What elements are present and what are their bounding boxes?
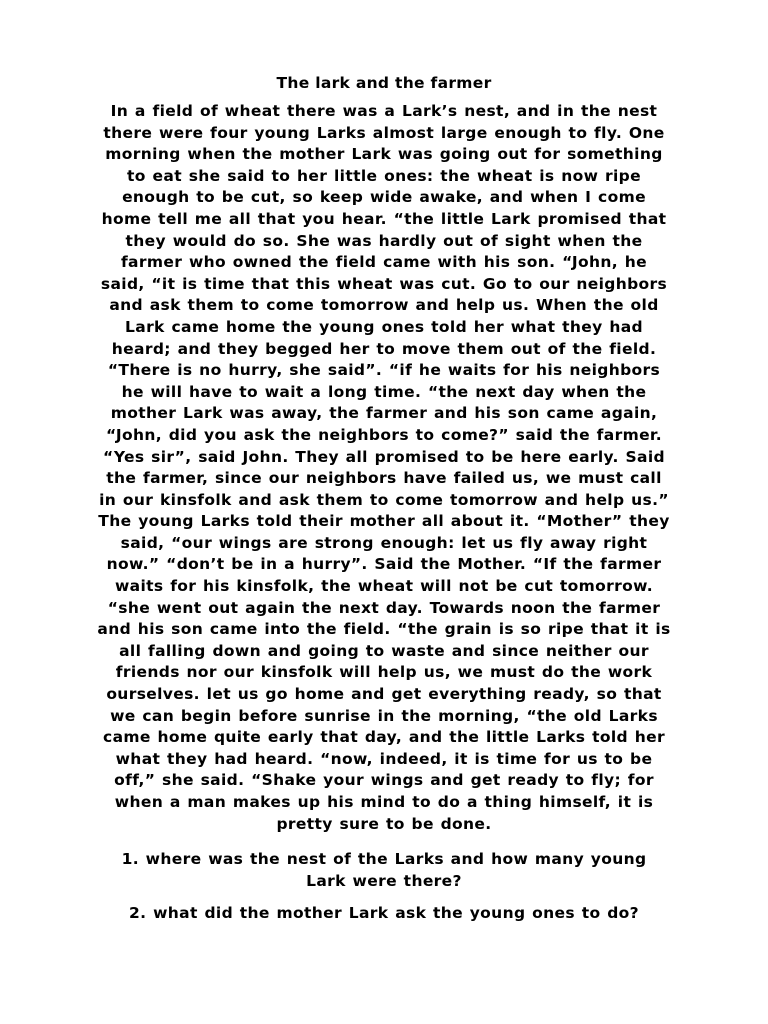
story-line: friends nor our kinsfolk will help us, we must do the work: [115, 663, 653, 682]
story-line: said, “our wings are strong enough: let us fly away right: [120, 533, 648, 552]
document-title: The lark and the farmer: [276, 74, 492, 92]
story-line: “There is no hurry, she said”. “if he waits for his neighbors: [107, 361, 661, 380]
story-line: mother Lark was away, the farmer and his son came again,: [110, 404, 658, 423]
story-line: “Yes sir”, said John. They all promised to be here early. Said: [103, 447, 665, 466]
story-line: off,” she said. “Shake your wings and get ready to fly; for: [114, 771, 654, 790]
story-line: “John, did you ask the neighbors to come?” said the farmer.: [106, 425, 662, 444]
story-line: “she went out again the next day. Towards noon the farmer: [107, 598, 661, 617]
story-line: pretty sure to be done.: [276, 814, 492, 833]
story-line: to eat she said to her little ones: the wheat is now ripe: [127, 166, 641, 185]
story-paragraph: [40, 101, 728, 835]
story-line: they would do so. She was hardly out of sight when the: [125, 231, 643, 250]
question-1: [40, 849, 728, 892]
story-line: waits for his kinsfolk, the wheat will not be cut tomorrow.: [114, 577, 654, 596]
story-line: what they had heard. “now, indeed, it is time for us to be: [115, 749, 653, 768]
story-line: Lark came home the young ones told her what they had: [125, 317, 643, 336]
story-line: and ask them to come tomorrow and help us. When the old: [109, 296, 659, 315]
story-line: in our kinsfolk and ask them to come tomorrow and help us.”: [99, 490, 669, 509]
story-line: morning when the mother Lark was going out for something: [105, 145, 663, 164]
story-line: In a field of wheat there was a Lark’s nest, and in the nest: [110, 102, 658, 120]
story-line: The young Larks told their mother all about it. “Mother” they: [98, 512, 670, 531]
story-line: ourselves. let us go home and get everything ready, so that: [106, 685, 662, 704]
question-line: 2. what did the mother Lark ask the young ones to do?: [128, 904, 640, 922]
story-line: we can begin before sunrise in the morning, “the old Larks: [110, 706, 658, 725]
story-line: there were four young Larks almost large enough to fly. One: [103, 123, 665, 142]
question-2: [40, 903, 728, 925]
story-line: all falling down and going to waste and since neither our: [119, 641, 649, 660]
story-line: enough to be cut, so keep wide awake, and when I come: [122, 188, 646, 207]
story-line: now.” “don’t be in a hurry”. Said the Mother. “If the farmer: [106, 555, 662, 574]
question-line: 1. where was the nest of the Larks and how many young: [121, 850, 647, 868]
story-line: home tell me all that you hear. “the little Lark promised that: [101, 209, 667, 228]
story-line: farmer who owned the field came with his son. “John, he: [120, 253, 648, 272]
story-line: came home quite early that day, and the little Larks told her: [103, 728, 665, 747]
story-line: and his son came into the field. “the grain is so ripe that it is: [97, 620, 671, 639]
story-line: he will have to wait a long time. “the next day when the: [121, 382, 647, 401]
story-line: said, “it is time that this wheat was cut. Go to our neighbors: [100, 274, 668, 293]
story-line: when a man makes up his mind to do a thing himself, it is: [114, 793, 654, 811]
story-line: heard; and they begged her to move them out of the field.: [111, 339, 657, 358]
question-line: Lark were there?: [306, 871, 462, 890]
story-line: the farmer, since our neighbors have failed us, we must call: [106, 469, 662, 488]
